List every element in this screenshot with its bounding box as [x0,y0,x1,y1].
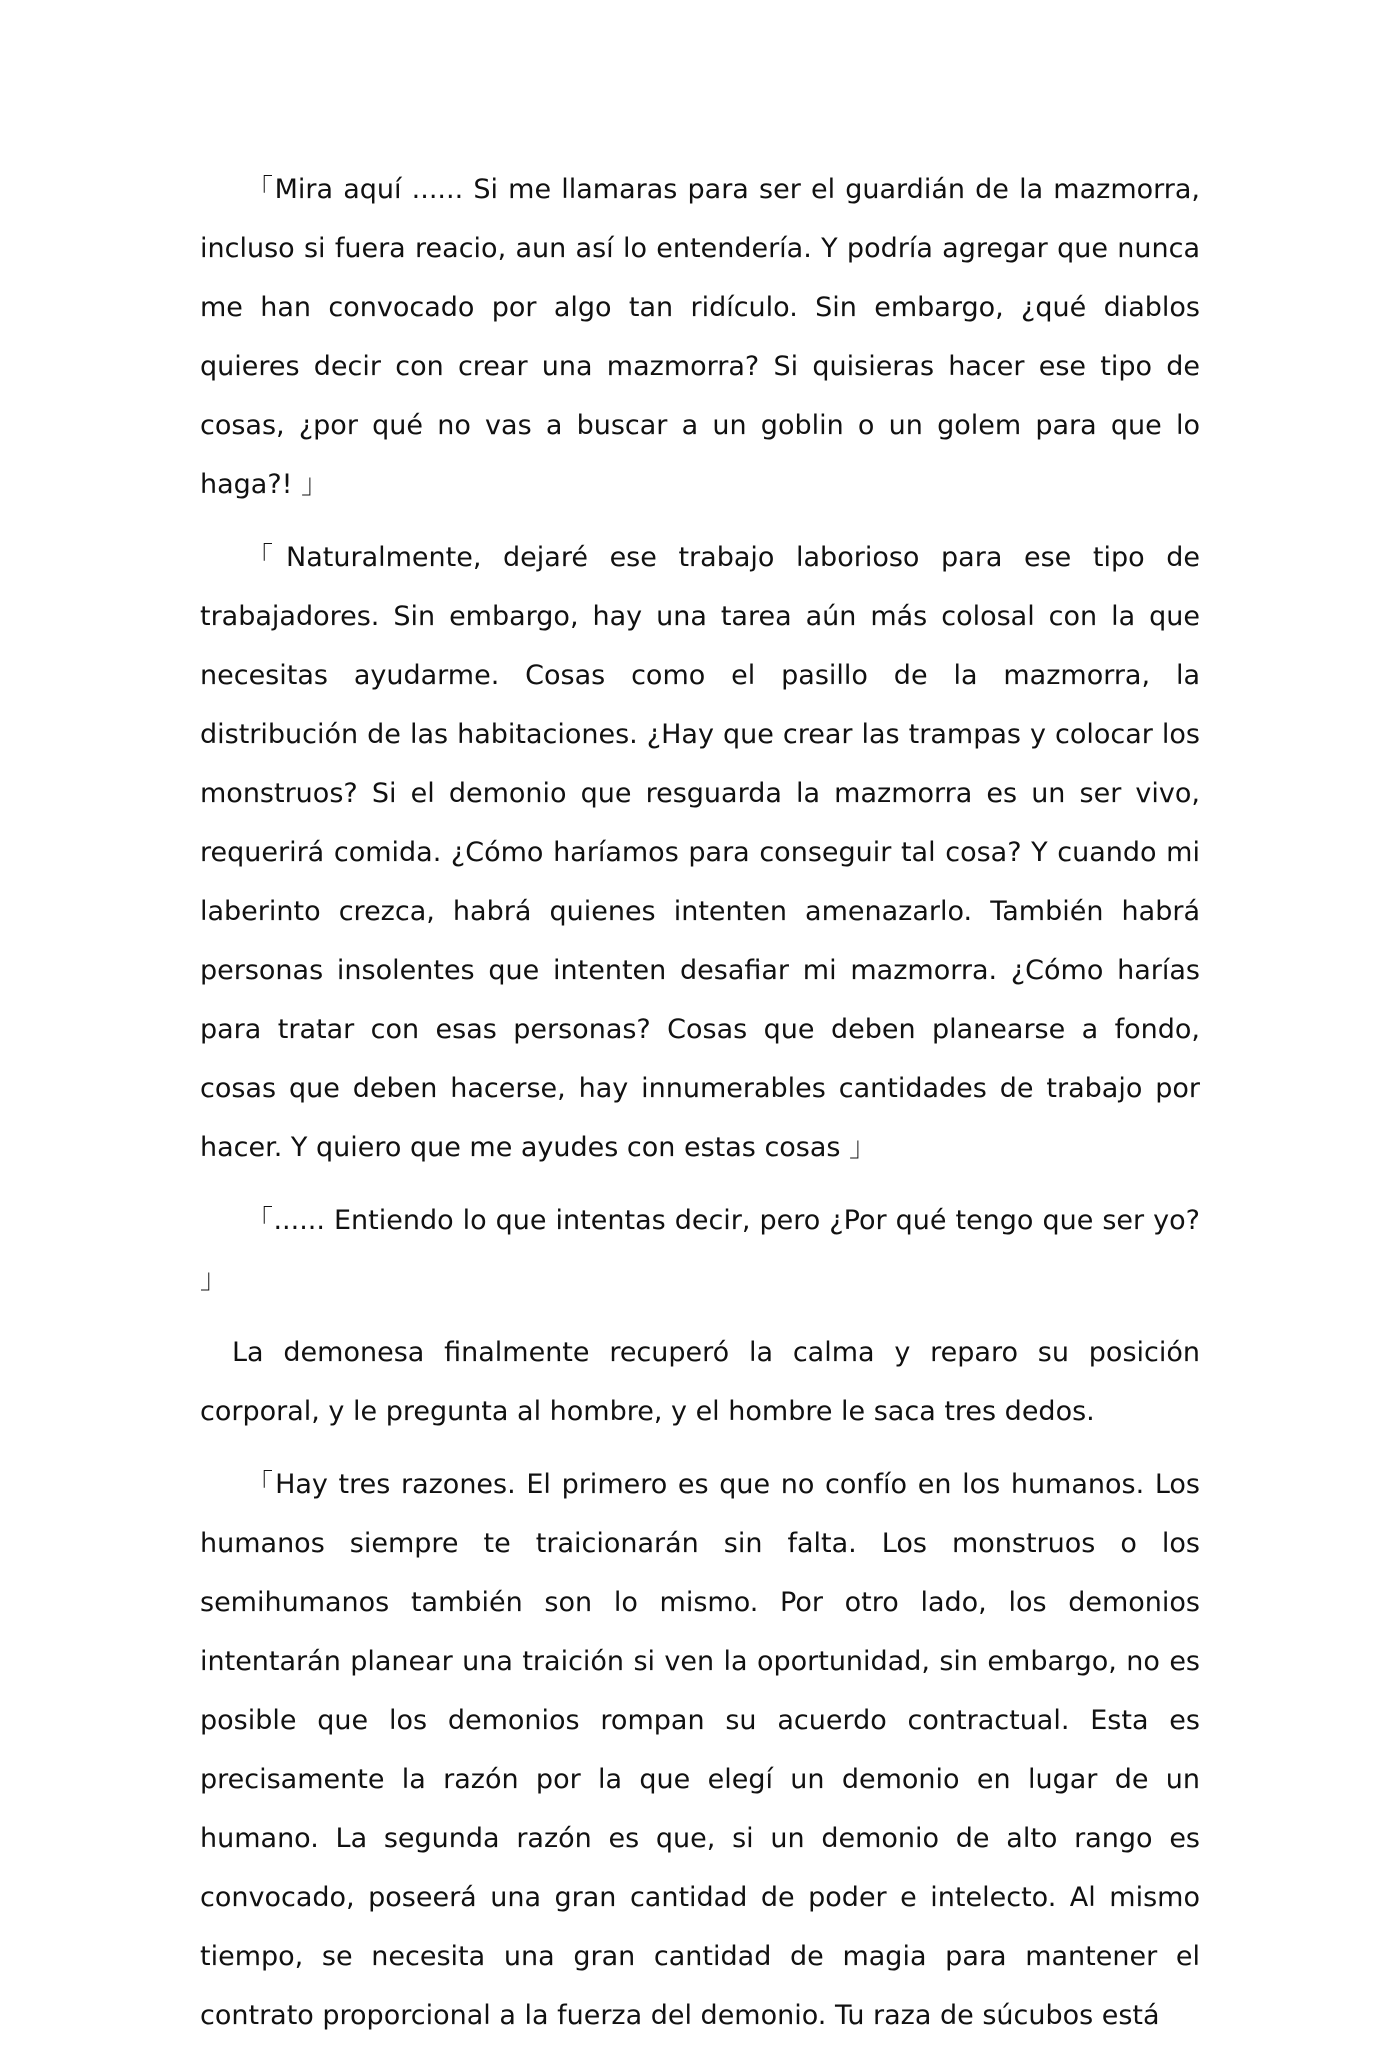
paragraph-1: 「Mira aquí ...... Si me llamaras para ser el guardián de la mazmorra, incluso si fuera reacio, aun así lo entendería. Y podría agregar que nunca me han convocado por algo tan ridículo. Sin embargo, ¿qué diablos quieres decir con crear una mazmorra? Si quisieras hacer ese tipo de cosas, ¿por qué no vas a buscar a un goblin o un golem para que lo haga?! 」 [200,174,1200,500]
paragraph-4: La demonesa finalmente recuperó la calma y reparo su posición corporal, y le pregunta al hombre, y el hombre le saca tres dedos. [200,1337,1200,1427]
paragraph-5: 「Hay tres razones. El primero es que no confío en los humanos. Los humanos siempre te traicionarán sin falta. Los monstruos o los semihumanos también son lo mismo. Por otro lado, los demonios intentarán planear una traición si ven la oportunidad, sin embargo, no es posible que los demonios rompan su acuerdo contractual. Esta es precisamente la razón por la que elegí un demonio en lugar de un humano. La segunda razón es que, si un demonio de alto rango es convocado, poseerá una gran cantidad de poder e intelecto. Al mismo tiempo, se necesita una gran cantidad de magia para mantener el contrato proporcional a la fuerza del demonio. Tu raza de súcubos está [200,1469,1200,2031]
paragraph-2: 「Naturalmente, dejaré ese trabajo laborioso para ese tipo de trabajadores. Sin embargo, hay una tarea aún más colosal con la que necesitas ayudarme. Cosas como el pasillo de la mazmorra, la distribución de las habitaciones. ¿Hay que crear las trampas y colocar los monstruos? Si el demonio que resguarda la mazmorra es un ser vivo, requerirá comida. ¿Cómo haríamos para conseguir tal cosa? Y cuando mi laberinto crezca, habrá quienes intenten amenazarlo. También habrá personas insolentes que intenten desafiar mi mazmorra. ¿Cómo harías para tratar con esas personas? Cosas que deben planearse a fondo, cosas que deben hacerse, hay innumerables cantidades de trabajo por hacer. Y quiero que me ayudes con estas cosas 」 [200,542,1200,1163]
paragraph-3: 「...... Entiendo lo que intentas decir, pero ¿Por qué tengo que ser yo? 」 [200,1205,1200,1295]
document-page [200,160,1200,2059]
